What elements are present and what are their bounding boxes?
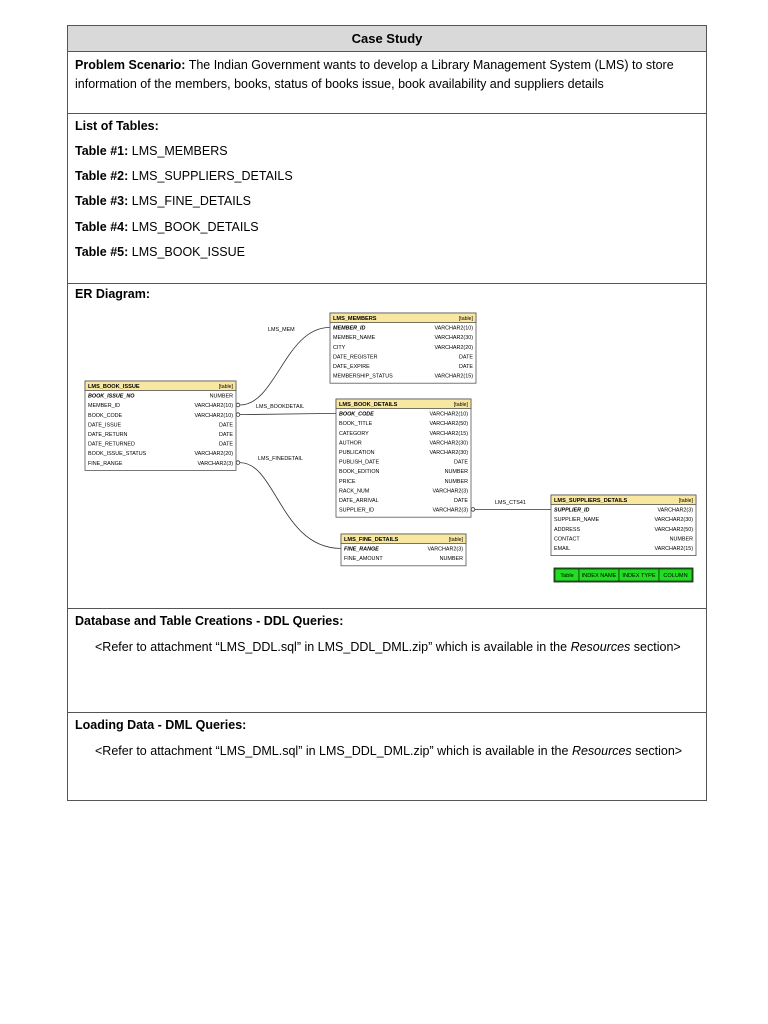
column-type: VARCHAR2(3) bbox=[432, 488, 468, 495]
column-type: VARCHAR2(30) bbox=[434, 335, 473, 342]
column-type: DATE bbox=[454, 498, 468, 504]
er-diagram-section bbox=[68, 283, 706, 608]
entity-tag: [table] bbox=[453, 402, 468, 408]
entity-tag: [table] bbox=[218, 384, 233, 390]
problem-text: The Indian Government wants to develop a Library Management System (LMS) to store information of the members, books, status of books issue, book availability and suppliers details bbox=[75, 58, 674, 91]
column-name: ADDRESS bbox=[554, 526, 581, 533]
column-type: VARCHAR2(30) bbox=[429, 440, 468, 447]
column-type: VARCHAR2(10) bbox=[194, 403, 233, 410]
table-list-item: Table #2: LMS_SUPPLIERS_DETAILS bbox=[75, 169, 293, 184]
column-name: RACK_NUM bbox=[339, 488, 370, 495]
column-name: DATE_ARRIVAL bbox=[339, 498, 379, 504]
relation-label-lms-finedetail: LMS_FINEDETAIL bbox=[258, 456, 303, 462]
primary-key-column: SUPPLIER_ID bbox=[554, 507, 590, 514]
relation-lms-finedetail bbox=[240, 463, 341, 549]
column-type: VARCHAR2(15) bbox=[429, 430, 468, 437]
column-name: FINE_AMOUNT bbox=[344, 556, 383, 563]
list-of-tables bbox=[68, 113, 706, 283]
column-type: VARCHAR2(3) bbox=[432, 507, 468, 514]
column-name: MEMBER_NAME bbox=[333, 335, 376, 342]
entity-name: LMS_BOOK_DETAILS bbox=[339, 402, 398, 408]
column-type: VARCHAR2(10) bbox=[434, 325, 473, 332]
column-name: DATE_RETURN bbox=[88, 432, 128, 438]
column-type: VARCHAR2(50) bbox=[654, 526, 693, 533]
column-type: NUMBER bbox=[669, 536, 693, 543]
column-type: DATE bbox=[219, 441, 233, 448]
column-name: PRICE bbox=[339, 478, 356, 485]
entity-book-details bbox=[336, 399, 471, 517]
er-legend bbox=[554, 568, 693, 582]
ddl-section bbox=[68, 608, 706, 712]
relation-lms-mem bbox=[240, 327, 330, 405]
table-list-item: Table #3: LMS_FINE_DETAILS bbox=[75, 194, 251, 209]
dml-heading: Loading Data - DML Queries: bbox=[75, 718, 247, 732]
table-list-item: Table #5: LMS_BOOK_ISSUE bbox=[75, 244, 245, 259]
column-type: VARCHAR2(50) bbox=[429, 421, 468, 428]
column-type: VARCHAR2(20) bbox=[194, 451, 233, 458]
primary-key-column: BOOK_CODE bbox=[339, 411, 374, 418]
relation-endpoint bbox=[236, 413, 240, 417]
legend-item: INDEX TYPE bbox=[622, 573, 656, 580]
column-type: VARCHAR2(3) bbox=[657, 507, 693, 514]
entity-book-issue bbox=[85, 381, 236, 470]
column-name: DATE_ISSUE bbox=[88, 422, 122, 429]
column-name: CONTACT bbox=[554, 536, 580, 543]
column-type: VARCHAR2(3) bbox=[197, 460, 233, 467]
problem-scenario bbox=[68, 51, 706, 113]
ddl-heading: Database and Table Creations - DDL Queries: bbox=[75, 614, 344, 628]
column-type: VARCHAR2(20) bbox=[434, 344, 473, 351]
column-type: VARCHAR2(30) bbox=[429, 450, 468, 456]
entity-name: LMS_BOOK_ISSUE bbox=[88, 384, 140, 390]
entity-name: LMS_MEMBERS bbox=[333, 316, 377, 322]
entity-name: LMS_SUPPLIERS_DETAILS bbox=[554, 498, 628, 504]
column-type: VARCHAR2(10) bbox=[429, 411, 468, 418]
column-name: AUTHOR bbox=[339, 440, 362, 447]
legend-item: COLUMN bbox=[663, 573, 688, 580]
document-title: Case Study bbox=[68, 26, 706, 51]
er-entities bbox=[85, 313, 696, 566]
entity-tag: [table] bbox=[678, 498, 693, 504]
column-type: VARCHAR2(10) bbox=[194, 412, 233, 419]
legend-item: Table bbox=[560, 573, 574, 580]
case-study-document bbox=[67, 25, 707, 801]
column-name: EMAIL bbox=[554, 546, 571, 552]
primary-key-column: FINE_RANGE bbox=[344, 546, 379, 553]
column-name: BOOK_TITLE bbox=[339, 421, 373, 428]
entity-tag: [table] bbox=[458, 316, 473, 322]
column-name: PUBLISH_DATE bbox=[339, 459, 380, 466]
column-name: DATE_EXPIRE bbox=[333, 364, 370, 370]
column-name: PUBLICATION bbox=[339, 450, 375, 456]
column-name: SUPPLIER_ID bbox=[339, 507, 375, 514]
entity-members bbox=[330, 313, 476, 383]
er-diagram bbox=[68, 284, 704, 607]
dml-section bbox=[68, 712, 706, 800]
column-type: NUMBER bbox=[439, 556, 463, 563]
column-type: DATE bbox=[219, 432, 233, 438]
column-name: DATE_RETURNED bbox=[88, 441, 135, 448]
column-type: VARCHAR2(3) bbox=[427, 546, 463, 553]
problem-label: Problem Scenario: bbox=[75, 58, 186, 72]
column-name: FINE_RANGE bbox=[88, 460, 123, 467]
primary-key-column: MEMBER_ID bbox=[333, 325, 366, 332]
table-list-item: Table #4: LMS_BOOK_DETAILS bbox=[75, 219, 259, 234]
relation-endpoint bbox=[471, 508, 475, 512]
column-name: CATEGORY bbox=[339, 430, 369, 437]
relation-label-lms-mem: LMS_MEM bbox=[268, 327, 295, 333]
column-type: VARCHAR2(30) bbox=[654, 517, 693, 524]
legend-item: INDEX NAME bbox=[581, 573, 617, 580]
er-heading: ER Diagram: bbox=[75, 287, 151, 301]
entity-suppliers bbox=[551, 495, 696, 556]
column-type: DATE bbox=[454, 459, 468, 466]
entity-name: LMS_FINE_DETAILS bbox=[344, 537, 399, 543]
entity-tag: [table] bbox=[448, 537, 463, 543]
column-type: DATE bbox=[459, 354, 473, 361]
column-name: BOOK_CODE bbox=[88, 412, 123, 419]
relation-label-lms-cts41: LMS_CTS41 bbox=[495, 500, 526, 506]
column-name: MEMBER_ID bbox=[88, 403, 121, 410]
column-type: VARCHAR2(15) bbox=[654, 546, 693, 552]
relation-endpoint bbox=[236, 461, 240, 465]
column-name: MEMBERSHIP_STATUS bbox=[333, 373, 393, 380]
column-name: BOOK_EDITION bbox=[339, 469, 380, 476]
dml-reference: <Refer to attachment “LMS_DML.sql” in LMS_DDL_DML.zip” which is available in the Resources section> bbox=[95, 744, 683, 758]
tables-heading: List of Tables: bbox=[75, 119, 159, 133]
table-list-item: Table #1: LMS_MEMBERS bbox=[75, 144, 228, 158]
column-name: CITY bbox=[333, 344, 346, 351]
column-type: NUMBER bbox=[209, 393, 233, 400]
column-type: NUMBER bbox=[444, 469, 468, 476]
column-name: SUPPLIER_NAME bbox=[554, 517, 600, 524]
ddl-reference: <Refer to attachment “LMS_DDL.sql” in LMS_DDL_DML.zip” which is available in the Resources section> bbox=[95, 640, 681, 654]
column-name: DATE_REGISTER bbox=[333, 354, 378, 361]
column-name: BOOK_ISSUE_STATUS bbox=[88, 451, 147, 458]
column-type: DATE bbox=[459, 364, 473, 370]
column-type: DATE bbox=[219, 422, 233, 429]
relation-endpoint bbox=[236, 403, 240, 407]
column-type: VARCHAR2(15) bbox=[434, 373, 473, 380]
relation-lms-bookdetail bbox=[240, 413, 336, 414]
entity-fine-details bbox=[341, 534, 466, 566]
primary-key-column: BOOK_ISSUE_NO bbox=[88, 393, 135, 400]
relation-label-lms-bookdetail: LMS_BOOKDETAIL bbox=[256, 404, 305, 410]
column-type: NUMBER bbox=[444, 478, 468, 485]
